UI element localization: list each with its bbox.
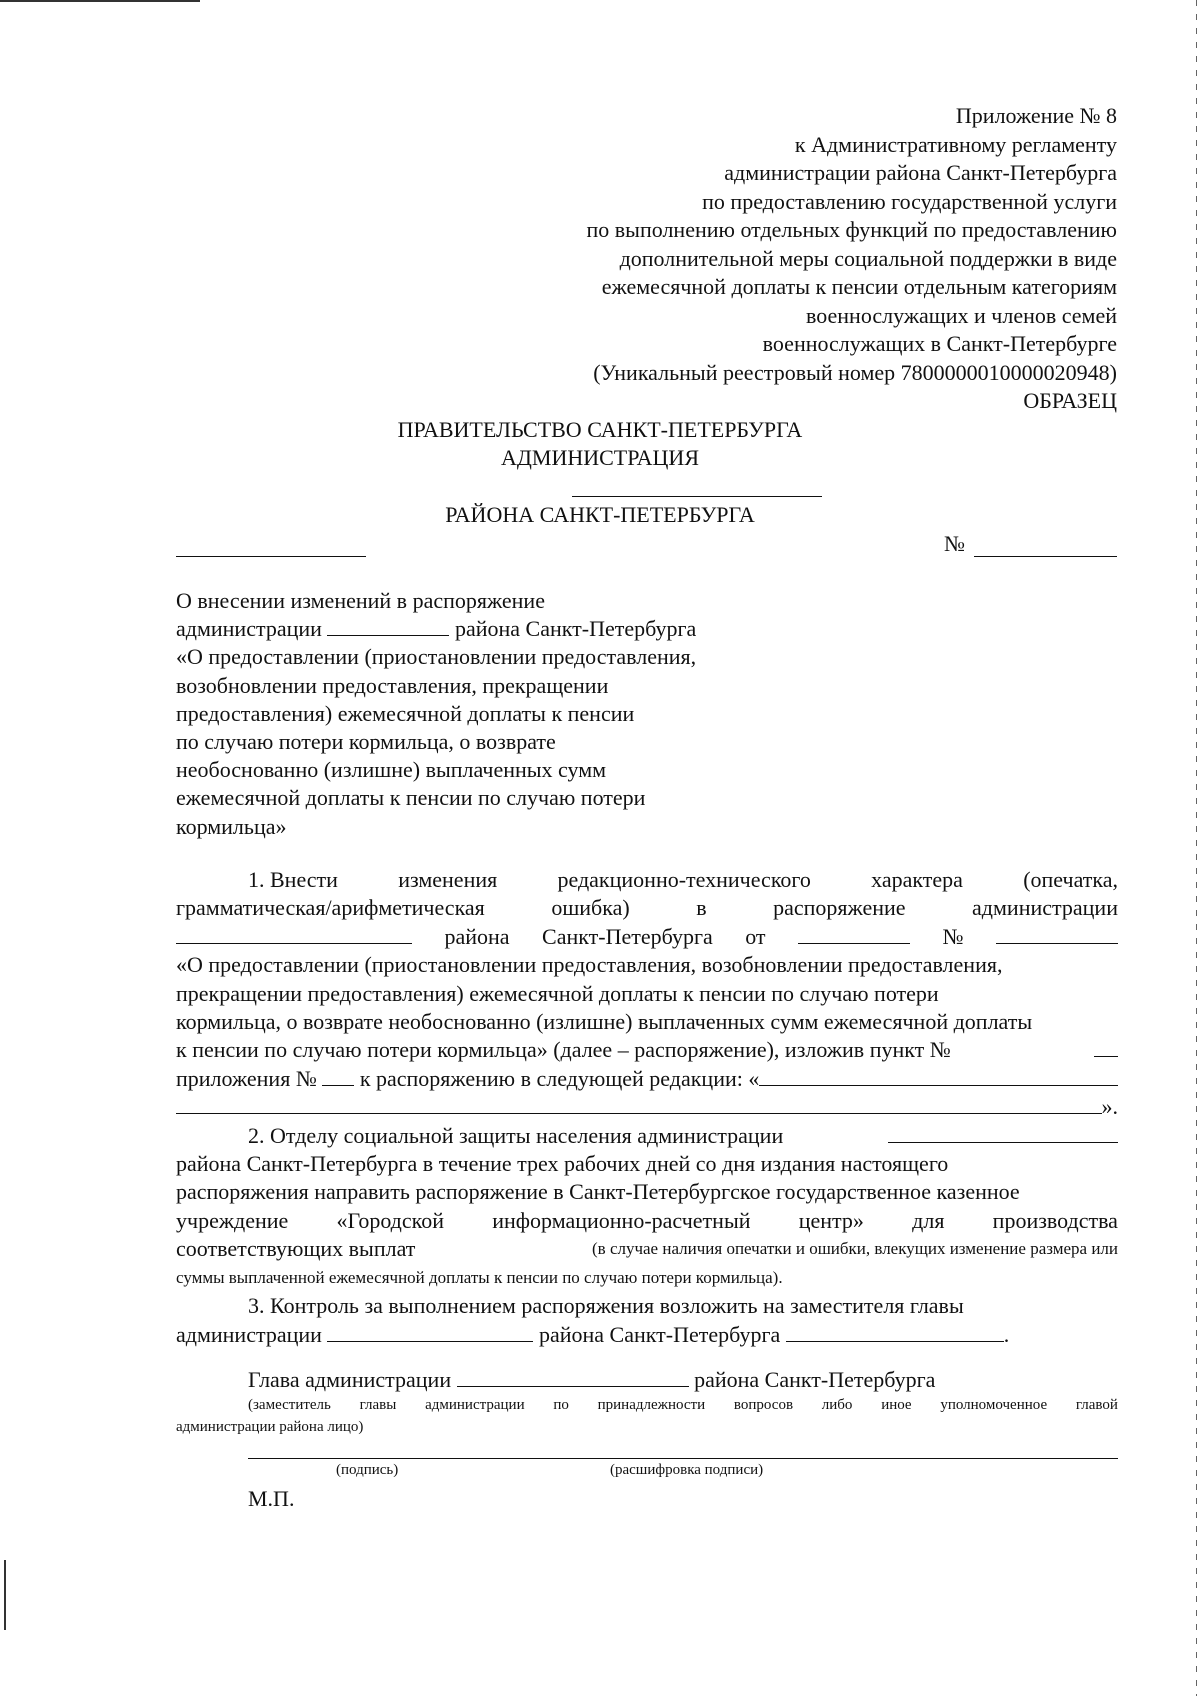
- word: редакционно-технического: [557, 867, 811, 892]
- header-line: военнослужащих в Санкт-Петербурге: [762, 331, 1117, 356]
- paragraph-1-line: [176, 866, 1118, 894]
- word: района: [444, 923, 510, 949]
- paragraph-2-line: [176, 1178, 1118, 1206]
- word: (опечатка,: [1023, 867, 1118, 892]
- text: района Санкт-Петербурга: [538, 1321, 781, 1347]
- word: администрации: [425, 1397, 525, 1413]
- signature-line: [248, 1458, 1118, 1459]
- word: либо: [821, 1397, 853, 1413]
- header-line: администрации района Санкт-Петербурга: [724, 160, 1117, 185]
- paragraph-1-line: [176, 980, 1118, 1008]
- word: администрации: [972, 895, 1118, 921]
- header-line: Приложение № 8: [955, 103, 1117, 128]
- district-name-blank: [572, 496, 822, 497]
- paragraph-1-line: [176, 1036, 1118, 1064]
- paragraph-1-line: [176, 1093, 1118, 1121]
- district-blank: [888, 1122, 1118, 1143]
- header-line: по выполнению отдельных функций по предоставлению: [586, 217, 1117, 242]
- new-wording-blank: [759, 1065, 1118, 1086]
- text: распоряжения направить распоряжение в Санкт-Петербургское государственное казенное: [176, 1179, 1020, 1205]
- subject-line: необоснованно (излишне) выплаченных сумм: [176, 757, 607, 783]
- small-note: (в случае наличия опечатки и ошибки, влекущих изменение размера или: [592, 1239, 1118, 1259]
- signature-note: [176, 1394, 1118, 1438]
- subject-line: кормильца»: [176, 813, 287, 839]
- word: от: [745, 923, 766, 949]
- word: главы: [359, 1397, 397, 1413]
- word: 1. Внести: [248, 867, 338, 892]
- paragraph-1-line: [176, 1065, 1118, 1093]
- district-blank: [176, 923, 412, 944]
- word: учреждение: [176, 1207, 289, 1233]
- district-blank: [327, 1321, 533, 1342]
- word: уполномоченное: [940, 1397, 1048, 1413]
- paragraph-2-line: [176, 1207, 1118, 1235]
- paragraph-1-line: [176, 1008, 1118, 1036]
- header-line: ежемесячной доплаты к пенсии отдельным категориям: [601, 274, 1117, 299]
- district-blank: [327, 615, 449, 636]
- signature-block: [176, 1366, 1118, 1511]
- text: 2. Отделу социальной защиты населения администрации: [248, 1122, 784, 1148]
- seal-mark: М.П.: [248, 1486, 295, 1511]
- word: центр»: [798, 1207, 864, 1233]
- subject-line: по случаю потери кормильца, о возврате: [176, 729, 556, 755]
- paragraph-1-line: [176, 894, 1118, 922]
- text: 3. Контроль за выполнением распоряжения возложить на заместителя главы: [248, 1293, 964, 1319]
- subject-line: О внесении изменений в распоряжение: [176, 588, 545, 613]
- signature-title: [176, 1366, 1118, 1394]
- text: приложения №: [176, 1065, 317, 1091]
- paragraph-2-line: [176, 1264, 1118, 1292]
- text: Глава администрации: [248, 1367, 452, 1392]
- administration-title: АДМИНИСТРАЦИЯ: [501, 445, 699, 470]
- paragraph-2-line: [176, 1235, 1118, 1263]
- word: распоряжение: [773, 895, 906, 921]
- appendix-number-blank: [322, 1065, 354, 1086]
- text: к распоряжению в следующей редакции: «: [359, 1065, 760, 1091]
- paragraph-3-line: [176, 1321, 1118, 1349]
- district-title: РАЙОНА САНКТ-ПЕТЕРБУРГА: [445, 502, 755, 527]
- subject-block: [176, 587, 796, 841]
- signature-caption: (подпись): [336, 1462, 399, 1478]
- scan-artifact-right-edge: [1196, 0, 1197, 1696]
- sample-mark: ОБРАЗЕЦ: [1023, 388, 1117, 413]
- subject-line: «О предоставлении (приостановлении предоставления,: [176, 644, 697, 670]
- text: кормильца, о возврате необоснованно (излишне) выплаченных сумм ежемесячной доплаты: [176, 1009, 1033, 1035]
- appendix-header: [417, 102, 1117, 416]
- word: ошибка): [551, 895, 630, 921]
- date-blank: [798, 923, 910, 944]
- word: в: [696, 895, 707, 921]
- subject-line: возобновлении предоставления, прекращении: [176, 672, 609, 698]
- word: вопросов: [733, 1397, 794, 1413]
- word: (заместитель: [248, 1397, 331, 1413]
- word: изменения: [398, 867, 498, 892]
- word: по: [553, 1397, 569, 1413]
- word: Санкт-Петербурга: [542, 923, 713, 949]
- word: грамматическая/арифметическая: [176, 895, 485, 921]
- text: района Санкт-Петербурга: [694, 1367, 936, 1392]
- text: ».: [1101, 1094, 1118, 1120]
- note-line: администрации района лицо): [176, 1419, 364, 1435]
- paragraph-1-line: [176, 951, 1118, 979]
- subject-line: ежемесячной доплаты к пенсии по случаю потери: [176, 785, 646, 811]
- subject-text: района Санкт-Петербурга: [454, 616, 697, 642]
- signature-decode-caption: (расшифровка подписи): [610, 1462, 764, 1478]
- district-blank: [457, 1366, 689, 1387]
- government-title: ПРАВИТЕЛЬСТВО САНКТ-ПЕТЕРБУРГА: [397, 417, 803, 442]
- text: района Санкт-Петербурга в течение трех рабочих дней со дня издания настоящего: [176, 1151, 949, 1177]
- word: иное: [881, 1397, 912, 1413]
- new-wording-blank: [176, 1093, 1102, 1114]
- number-blank: [974, 556, 1117, 557]
- subject-text: администрации: [176, 616, 322, 642]
- paragraph-3-line: [176, 1292, 1118, 1320]
- text: к пенсии по случаю потери кормильца» (далее – распоряжение), изложив пункт №: [176, 1037, 951, 1063]
- word: принадлежности: [597, 1397, 706, 1413]
- scan-artifact-left-edge: [4, 1560, 6, 1630]
- word: характера: [871, 867, 963, 892]
- header-line: военнослужащих и членов семей: [806, 302, 1117, 328]
- document-body: [176, 866, 1118, 1349]
- number-label: №: [944, 531, 965, 556]
- number-blank: [996, 923, 1118, 944]
- header-line: к Административному регламенту: [794, 131, 1117, 157]
- word: информационно-расчетный: [492, 1207, 751, 1233]
- subject-line: предоставления) ежемесячной доплаты к пенсии: [176, 700, 635, 726]
- item-number-blank: [1094, 1036, 1118, 1057]
- paragraph-2-line: [176, 1122, 1118, 1150]
- word: производства: [992, 1207, 1118, 1233]
- header-line: (Уникальный реестровый номер 7800000010000020948): [593, 359, 1117, 385]
- text: прекращении предоставления) ежемесячной доплаты к пенсии по случаю потери: [176, 980, 939, 1006]
- text: администрации: [176, 1321, 322, 1347]
- deputy-name-blank: [786, 1321, 1004, 1342]
- word: для: [912, 1207, 945, 1233]
- scan-artifact-top: [0, 0, 200, 2]
- paragraph-2-line: [176, 1150, 1118, 1178]
- word: главой: [1075, 1397, 1118, 1413]
- text: «О предоставлении (приостановлении предоставления, возобновлении предоставления,: [176, 952, 1003, 978]
- date-blank: [176, 556, 366, 557]
- text: соответствующих выплат: [176, 1236, 416, 1262]
- word: «Городской: [336, 1207, 444, 1233]
- subject-line: [176, 615, 796, 643]
- note-line: [176, 1394, 1118, 1416]
- text: .: [1003, 1321, 1010, 1347]
- small-note: суммы выплаченной ежемесячной доплаты к пенсии по случаю потери кормильца).: [176, 1267, 783, 1287]
- paragraph-1-line: [176, 923, 1118, 951]
- word: №: [942, 923, 964, 949]
- header-line: дополнительной меры социальной поддержки в виде: [619, 245, 1117, 271]
- header-line: по предоставлению государственной услуги: [702, 188, 1117, 214]
